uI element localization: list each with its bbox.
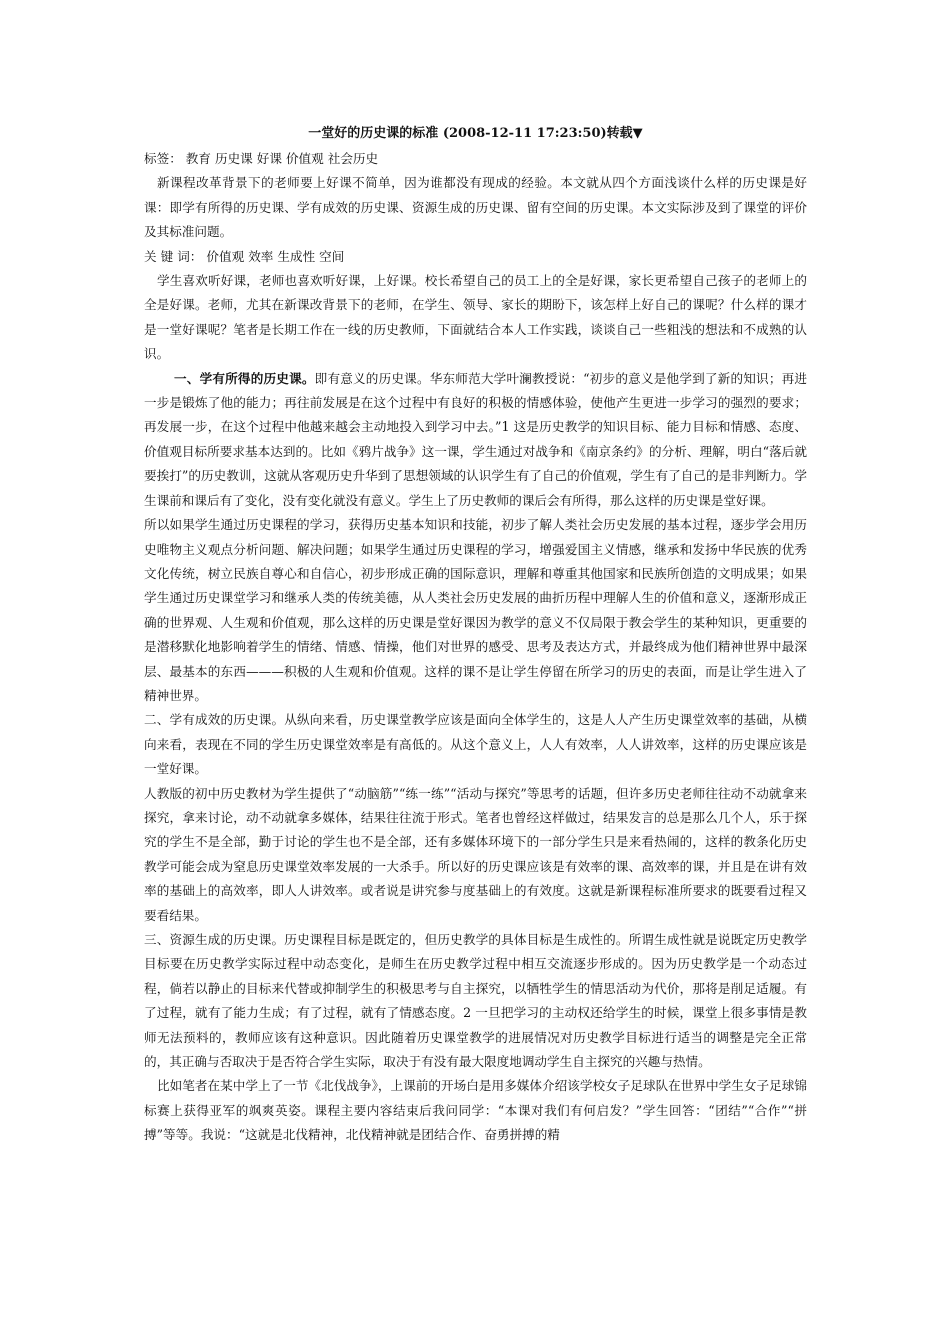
article-title: 一堂好的历史课的标准 (2008-12-11 17:23:50)转载▼ — [308, 126, 643, 141]
body-paragraph-1: 学生喜欢听好课，老师也喜欢听好课，上好课。校长希望自己的员工上的全是好课，家长更希望自己孩子的老师上的全是好课。老师，尤其在新课改背景下的老师，在学生、领导、家长的期盼下，该怎样上好自己的课呢？什么样的课才是一堂好课呢？笔者是长期工作在一线的历史教师，下面就结合本人工作实践，谈谈自己一些粗浅的想法和不成熟的认识。 — [144, 273, 807, 362]
section-1-paragraph — [144, 367, 807, 513]
keywords-line — [144, 245, 807, 269]
section-2-paragraph: 二、学有成效的历史课。从纵向来看，历史课堂教学应该是面向全体学生的，这是人人产生历史课堂效率的基础，从横向来看，表现在不同的学生历史课堂效率是有高低的。从这个意义上，人人有效率，人人讲效率，这样的历史课应该是一堂好课。 — [144, 712, 807, 777]
tags-line — [144, 147, 807, 171]
intro-paragraph: 新课程改革背景下的老师要上好课不简单，因为谁都没有现成的经验。本文就从四个方面浅谈什么样的历史课是好课：即学有所得的历史课、学有成效的历史课、资源生成的历史课、留有空间的历史课。本文实际涉及到了课堂的评价及其标准问题。 — [144, 175, 807, 240]
tags-label: 标签： — [144, 151, 182, 166]
tags-list: 教育 历史课 好课 价值观 社会历史 — [185, 151, 379, 166]
keywords-label: 关 键 词： — [144, 248, 203, 264]
body-paragraph-4: 比如笔者在某中学上了一节《北伐战争》，上课前的开场白是用多媒体介绍该学校女子足球队在世界中学生女子足球锦标赛上获得亚军的飒爽英姿。课程主要内容结束后我问同学：“本课对我们有何启发？”学生回答：“团结”“合作”“拼搏”等等。我说：“这就是北伐精神，北伐精神就是团结合作、奋勇拼搏的精 — [144, 1078, 807, 1143]
keywords-list: 价值观 效率 生成性 空间 — [206, 248, 345, 264]
section-1-heading: 一、学有所得的历史课。 — [174, 370, 315, 386]
body-paragraph-2: 所以如果学生通过历史课程的学习，获得历史基本知识和技能，初步了解人类社会历史发展的基本过程，逐步学会用历史唯物主义观点分析问题、解决问题；如果学生通过历史课程的学习，增强爱国主义情感，继承和发扬中华民族的优秀文化传统，树立民族自尊心和自信心，初步形成正确的国际意识，理解和尊重其他国家和民族所创造的文明成果；如果学生通过历史课堂学习和继承人类的传统美德，从人类社会历史发展的曲折历程中理解人生的价值和意义，逐渐形成正确的世界观、人生观和价值观，那么这样的历史课是堂好课因为教学的意义不仅局限于教会学生的某种知识，更重要的是潜移默化地影响着学生的情绪、情感、情操，他们对世界的感受、思考及表达方式，并最终成为他们精神世界中最深层、最基本的东西———积极的人生观和价值观。这样的课不是让学生停留在所学习的历史的表面，而是让学生进入了精神世界。 — [144, 517, 807, 703]
document-page — [144, 124, 807, 1148]
body-paragraph-3: 人教版的初中历史教材为学生提供了“动脑筋”“练一练”“活动与探究”等思考的话题，但许多历史老师往往动不动就拿来探究，拿来讨论，动不动就拿多媒体，结果往往流于形式。笔者也曾经这样做过，结果发言的总是那么几个人，乐于探究的学生不是全部，勤于讨论的学生也不是全部，还有多媒体环境下的一部分学生只是来看热闹的，这样的教条化历史教学可能会成为窒息历史课堂效率发展的一大杀手。所以好的历史课应该是有效率的课、高效率的课，并且是在讲有效率的基础上的高效率，即人人讲效率。或者说是讲究参与度基础上的有效度。这就是新课程标准所要求的既要看过程又要看结果。 — [144, 785, 807, 923]
section-1-text: 即有意义的历史课。华东师范大学叶澜教授说：“初步的意义是他学到了新的知识；再进一步是锻炼了他的能力；再往前发展是在这个过程中有良好的积极的情感体验，使他产生更进一步学习的强烈的要求；再发展一步，在这个过程中他越来越会主动地投入到学习中去。”1 这是历史教学的知识目标、能力目标和情感、态度、价值观目标所要求基本达到的。比如《鸦片战争》这一课，学生通过对战争和《南京条约》的分析、理解，明白“落后就要挨打”的历史教训，这就从客观历史升华到了思想领域的认识学生有了自己的价值观，学生有了自己的是非判断力。学生课前和课后有了变化，没有变化就没有意义。学生上了历史教师的课后会有所得，那么这样的历史课是堂好课。 — [144, 370, 807, 508]
section-3-paragraph: 三、资源生成的历史课。历史课程目标是既定的，但历史教学的具体目标是生成性的。所谓生成性就是说既定历史教学目标要在历史教学实际过程中动态变化，是师生在历史教学过程中相互交流逐步形成的。因为历史教学是一个动态过程，倘若以静止的目标来代替或抑制学生的积极思考与自主探究，以牺牲学生的情思活动为代价，那将是削足适履。有了过程，就有了能力生成；有了过程，就有了情感态度。2 一旦把学习的主动权还给学生的时候，课堂上很多事情是教师无法预料的，教师应该有这种意识。因此随着历史课堂教学的进展情况对历史教学目标进行适当的调整是完全正常的，其正确与否取决于是否符合学生实际，取决于有没有最大限度地调动学生自主探究的兴趣与热情。 — [144, 932, 807, 1070]
